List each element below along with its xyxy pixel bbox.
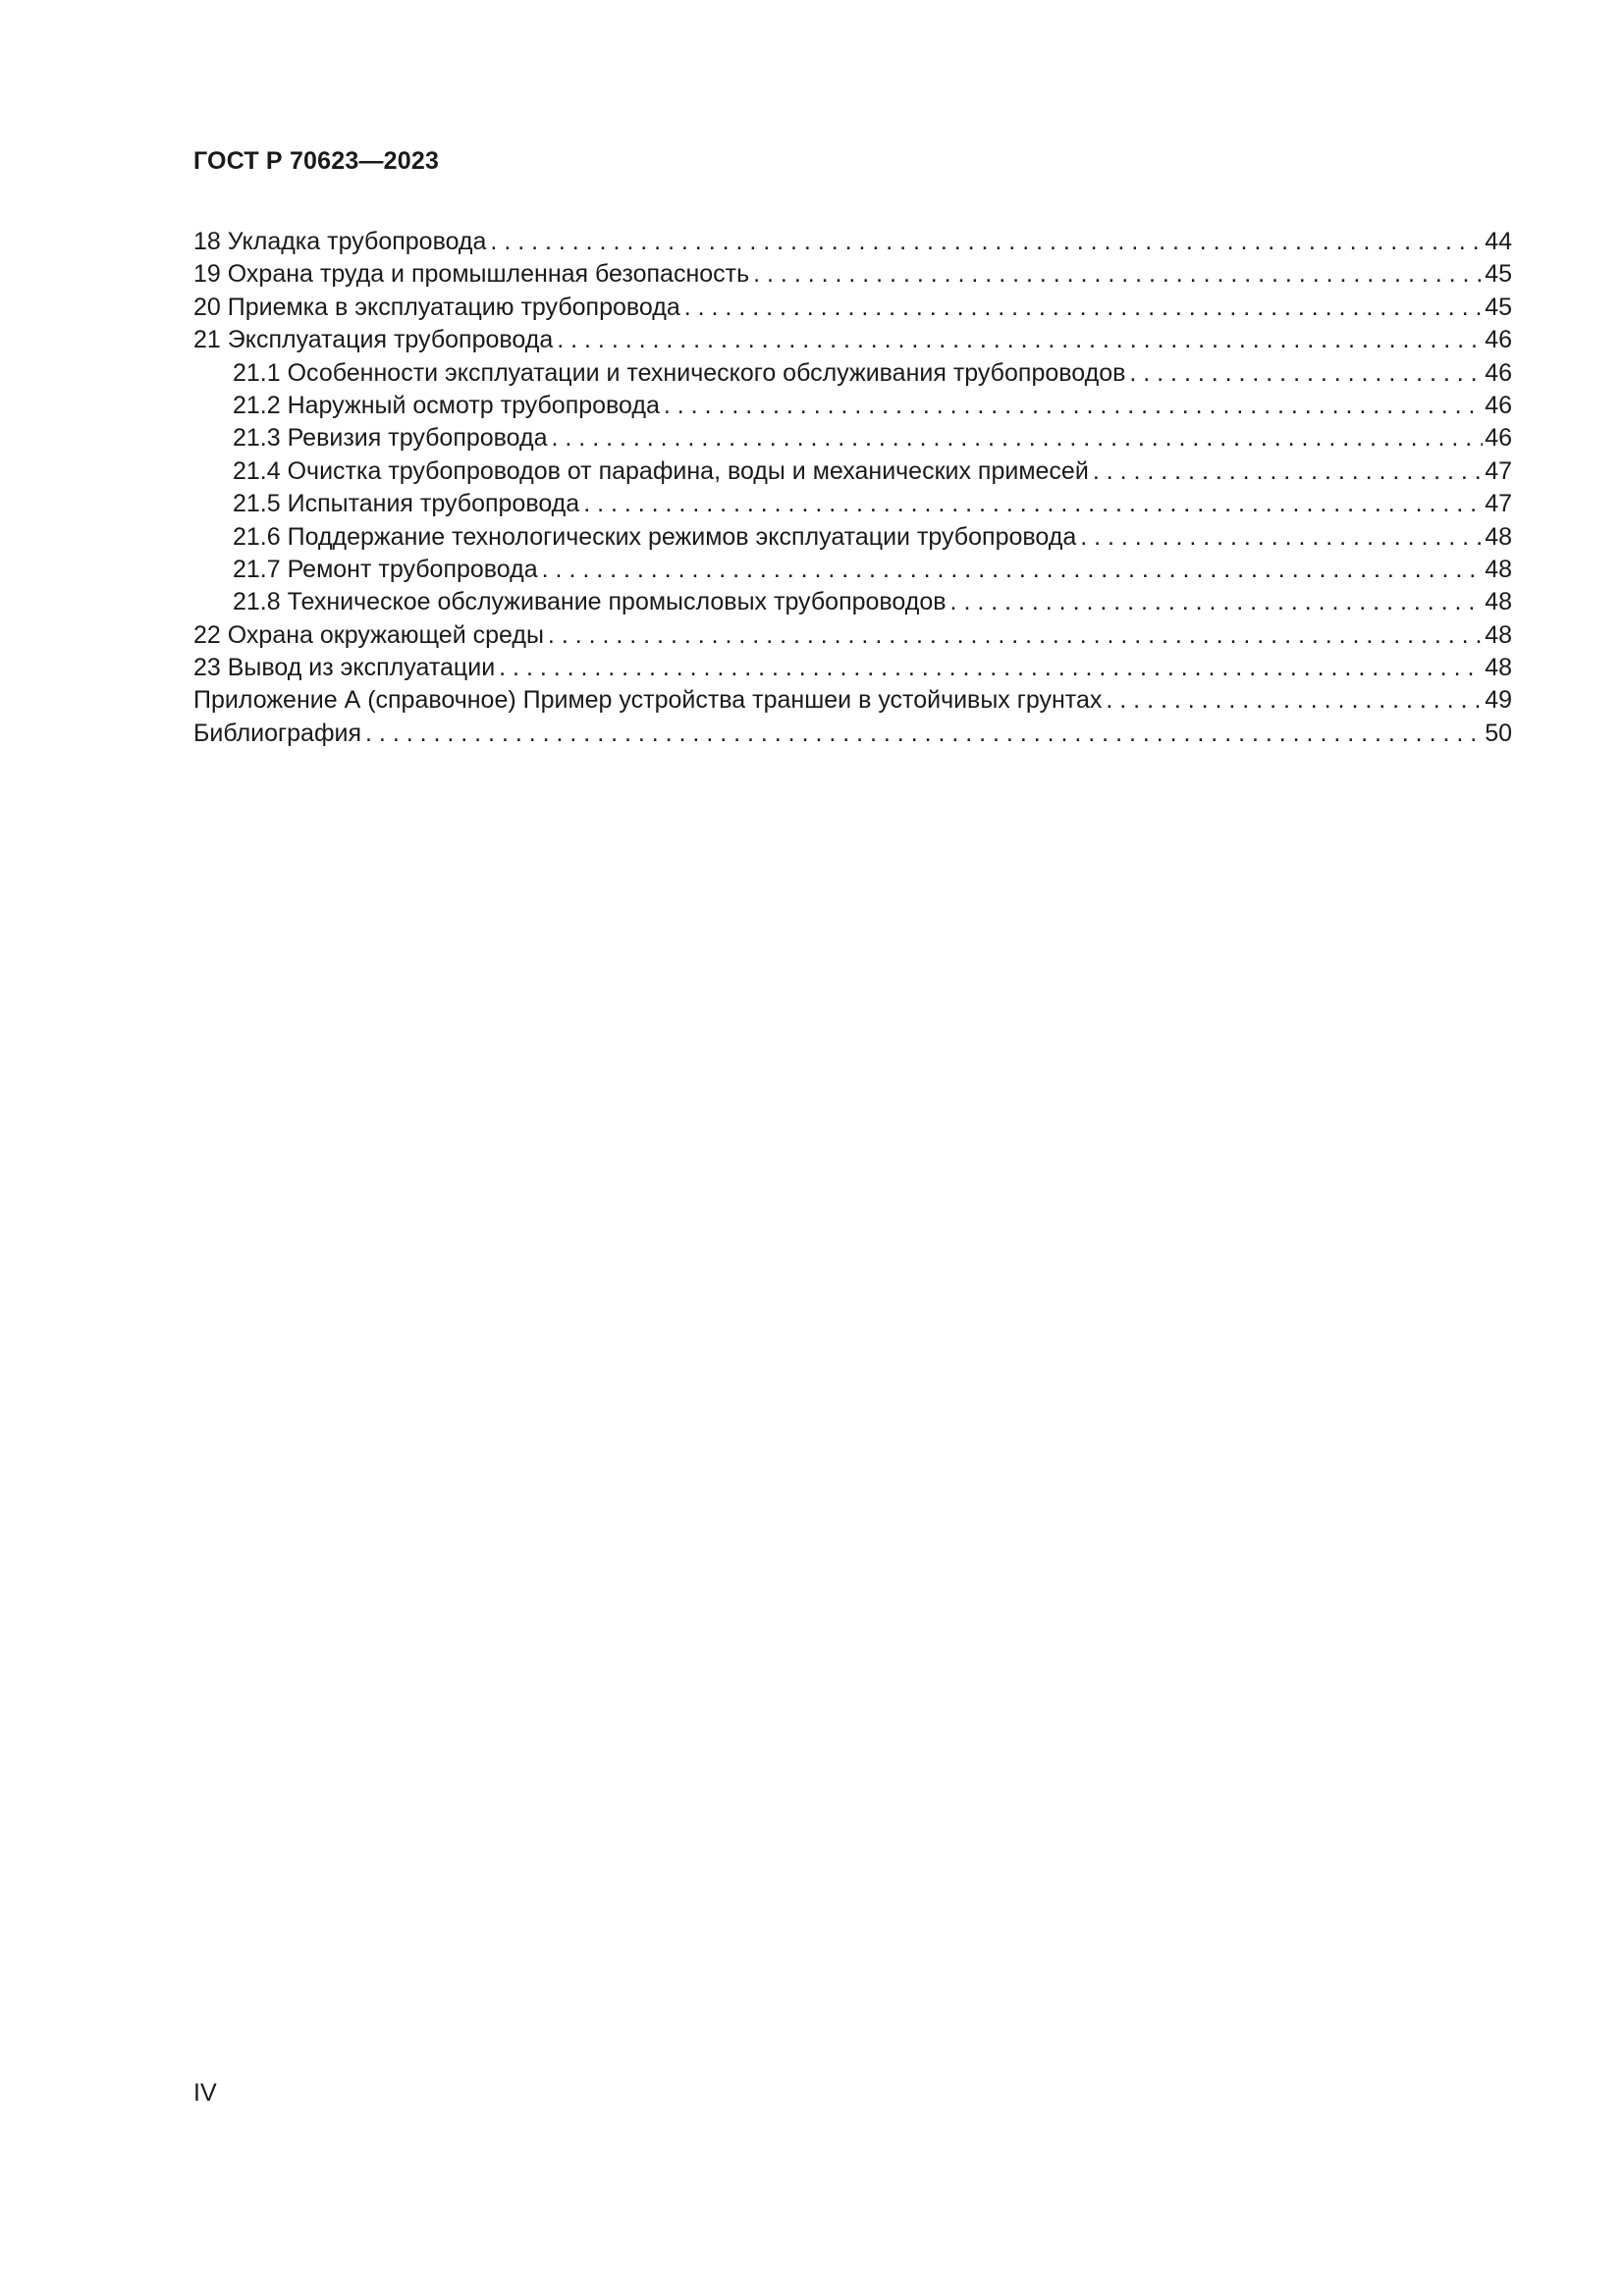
toc-entry-title: 20 Приемка в эксплуатацию трубопровода [193,293,680,321]
toc-entry-title: Приложение А (справочное) Пример устройства траншеи в устойчивых грунтах [193,686,1103,715]
toc-dot-leader [552,422,1484,454]
toc-entry-title: 23 Вывод из эксплуатации [193,654,496,682]
toc-entry-page: 44 [1485,228,1512,255]
toc-entry-page: 47 [1485,456,1512,485]
document-header: ГОСТ Р 70623—2023 [193,147,440,175]
toc-entry-page: 48 [1485,588,1512,616]
toc-entry-page: 45 [1485,260,1512,289]
toc-dot-leader [684,292,1483,324]
toc-entry-title: 21.3 Ревизия трубопровода [233,424,548,453]
toc-entry-title: 21 Эксплуатация трубопровода [193,326,554,354]
toc-entry-page: 47 [1485,490,1512,518]
toc-dot-leader [499,652,1483,684]
toc-dot-leader [490,226,1483,258]
toc-entry-page: 46 [1485,358,1512,387]
toc-entry-page: 48 [1485,522,1512,551]
toc-dot-leader [557,324,1483,356]
toc-entry-page: 49 [1485,686,1512,715]
toc-entry[interactable] [193,684,1512,717]
toc-dot-leader [950,586,1484,618]
toc-entry-page: 48 [1485,620,1512,649]
toc-entry-title: 21.5 Испытания трубопровода [233,490,580,518]
toc-subentry[interactable] [193,390,1512,422]
toc-subentry[interactable] [193,488,1512,520]
toc-entry[interactable] [193,258,1512,291]
toc-dot-leader [1093,455,1483,488]
page-number: IV [193,2079,217,2107]
toc-entry-title: 21.6 Поддержание технологических режимов эксплуатации трубопровода [233,522,1077,551]
table-of-contents [193,226,1512,750]
toc-entry[interactable] [193,292,1512,324]
toc-entry-title: 18 Укладка трубопровода [193,228,487,255]
toc-dot-leader [1080,521,1483,554]
toc-entry[interactable] [193,226,1512,258]
toc-dot-leader [1129,357,1483,390]
toc-entry-title: 22 Охрана окружающей среды [193,620,544,649]
toc-subentry[interactable] [193,521,1512,554]
toc-dot-leader [365,718,1483,750]
toc-entry-title: 21.8 Техническое обслуживание промысловых трубопроводов [233,588,947,616]
toc-entry[interactable] [193,718,1512,750]
toc-entry-page: 48 [1485,555,1512,583]
toc-dot-leader [548,619,1483,652]
toc-entry-title: 19 Охрана труда и промышленная безопасность [193,260,750,289]
toc-entry-title: Библиография [193,719,362,747]
toc-subentry[interactable] [193,554,1512,586]
toc-dot-leader [664,390,1483,422]
toc-entry-page: 46 [1485,326,1512,354]
toc-dot-leader [583,488,1483,520]
toc-entry-page: 46 [1485,391,1512,419]
toc-subentry[interactable] [193,455,1512,488]
toc-entry[interactable] [193,619,1512,652]
toc-subentry[interactable] [193,357,1512,390]
toc-entry-page: 50 [1485,719,1512,747]
toc-subentry[interactable] [193,422,1512,454]
toc-entry-page: 46 [1485,424,1512,453]
toc-entry-title: 21.1 Особенности эксплуатации и технического обслуживания трубопроводов [233,358,1126,387]
toc-entry[interactable] [193,652,1512,684]
toc-entry[interactable] [193,324,1512,356]
toc-entry-page: 45 [1485,293,1512,321]
toc-dot-leader [753,258,1483,291]
toc-entry-title: 21.4 Очистка трубопроводов от парафина, воды и механических примесей [233,456,1089,485]
toc-dot-leader [1106,684,1483,717]
toc-entry-title: 21.2 Наружный осмотр трубопровода [233,391,660,419]
toc-entry-title: 21.7 Ремонт трубопровода [233,555,538,583]
toc-subentry[interactable] [193,586,1512,618]
toc-entry-page: 48 [1485,654,1512,682]
toc-dot-leader [542,554,1484,586]
